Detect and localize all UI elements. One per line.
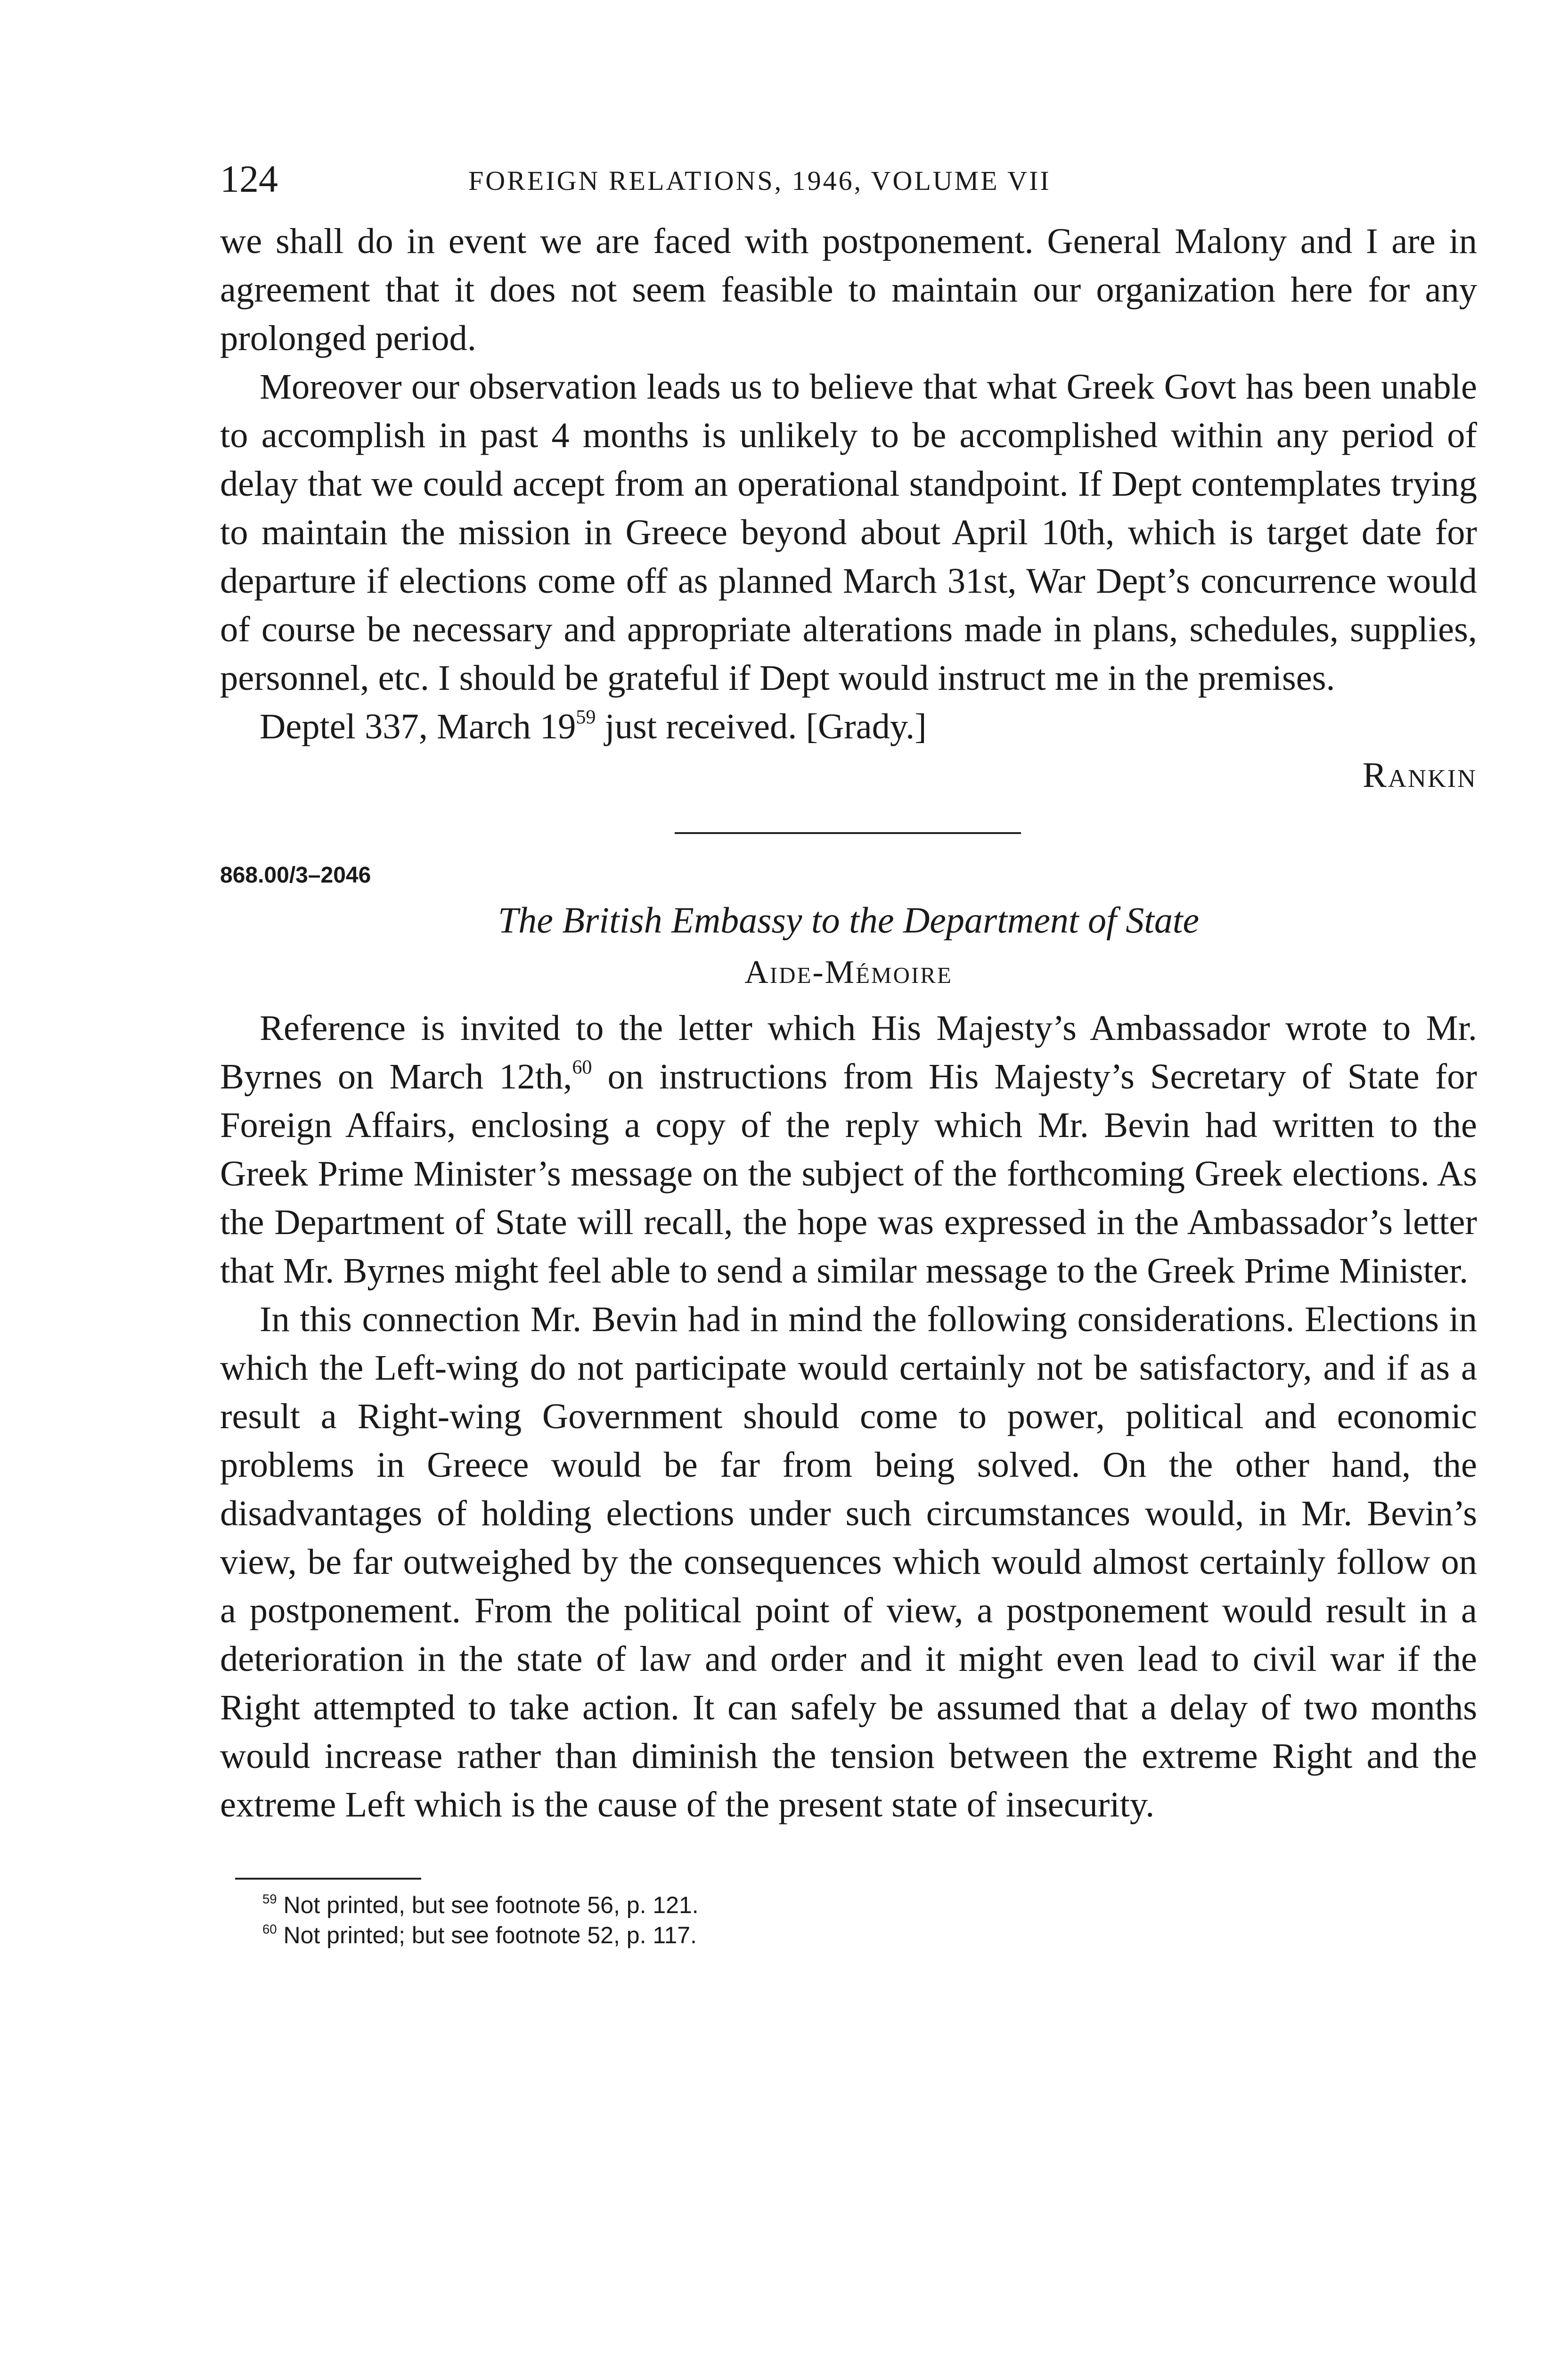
footnote-text: Not printed, but see footnote 56, p. 121. bbox=[277, 1892, 699, 1918]
signature: Rankin bbox=[1363, 755, 1477, 795]
running-head: FOREIGN RELATIONS, 1946, VOLUME VII bbox=[468, 165, 1051, 196]
telegram-paragraph: Moreover our observation leads us to believe that what Greek Govt has been unable to accomplish in past 4 months is unlikely to be accomplished within any period of delay that we could accept from an operational standpoint. If Dept contemplates trying to maintain the mission in Greece beyond about April 10th, which is target date for departure if elections come off as planned March 31st, War Dept’s concurrence would of course be necessary and appropriate alterations made in plans, schedules, supplies, personnel, etc. I should be grateful if Dept would instruct me in the premises. bbox=[220, 367, 1477, 698]
file-number: 868.00/3–2046 bbox=[220, 863, 371, 888]
deptel-text-end: just received. [Grady.] bbox=[596, 706, 927, 746]
footnote-text: Not printed; but see footnote 52, p. 117. bbox=[277, 1922, 697, 1948]
footnote-reference: 59 bbox=[576, 706, 596, 728]
footnote bbox=[262, 1920, 1477, 1950]
memoire-text-cont: on instructions from His Majesty’s Secretary of State for Foreign Affairs, enclosing a copy of the reply which Mr. Bevin had written to the Greek Prime Minister’s message on the subject of the forthcoming Greek elections. As the Department of State will recall, the hope was expressed in the Ambassador’s letter that Mr. Byrnes might feel able to send a similar message to the Greek Prime Minister. bbox=[220, 1056, 1477, 1291]
footnote bbox=[262, 1890, 1477, 1920]
document-title: The British Embassy to the Department of State bbox=[498, 900, 1200, 941]
document-page bbox=[220, 155, 1477, 1950]
footnote-number: 60 bbox=[262, 1922, 277, 1937]
memoire-paragraph: In this connection Mr. Bevin had in mind the following considerations. Elections in which the Left-wing do not participate would certainly not be satisfactory, and if as a result a Right-wing Government should come to power, political and economic problems in Greece would be far from being solved. On the other hand, the disadvantages of holding elections under such circumstances would, in Mr. Bevin’s view, be far outweighed by the consequences which would almost certainly follow on a postponement. From the political point of view, a postponement would result in a deterioration in the state of law and order and it might even lead to civil war if the Right attempted to take action. It can safely be assumed that a delay of two months would increase rather than diminish the tension between the extreme Right and the extreme Left which is the cause of the present state of insecurity. bbox=[220, 1299, 1477, 1824]
telegram-paragraph: we shall do in event we are faced with postponement. General Malony and I are in agreement that it does not seem feasible to maintain our organization here for any prolonged period. bbox=[220, 221, 1477, 358]
document-subtitle: Aide-Mémoire bbox=[744, 954, 953, 990]
footnote-number: 59 bbox=[262, 1891, 277, 1906]
section-divider bbox=[675, 832, 1021, 834]
footnote-divider bbox=[235, 1878, 421, 1880]
footnote-reference: 60 bbox=[572, 1056, 592, 1079]
memoire-text: Reference is invited to the letter which His Majesty’s Ambassador wrote to Mr. Byrnes on March 12th, bbox=[220, 1008, 1477, 1096]
footnotes bbox=[220, 1890, 1477, 1950]
memoire-paragraph bbox=[220, 1004, 1477, 1295]
page-number: 124 bbox=[220, 157, 278, 200]
deptel-text: Deptel 337, March 19 bbox=[260, 706, 576, 746]
telegram-paragraph-deptel bbox=[220, 702, 1477, 751]
page-header bbox=[220, 155, 1477, 217]
